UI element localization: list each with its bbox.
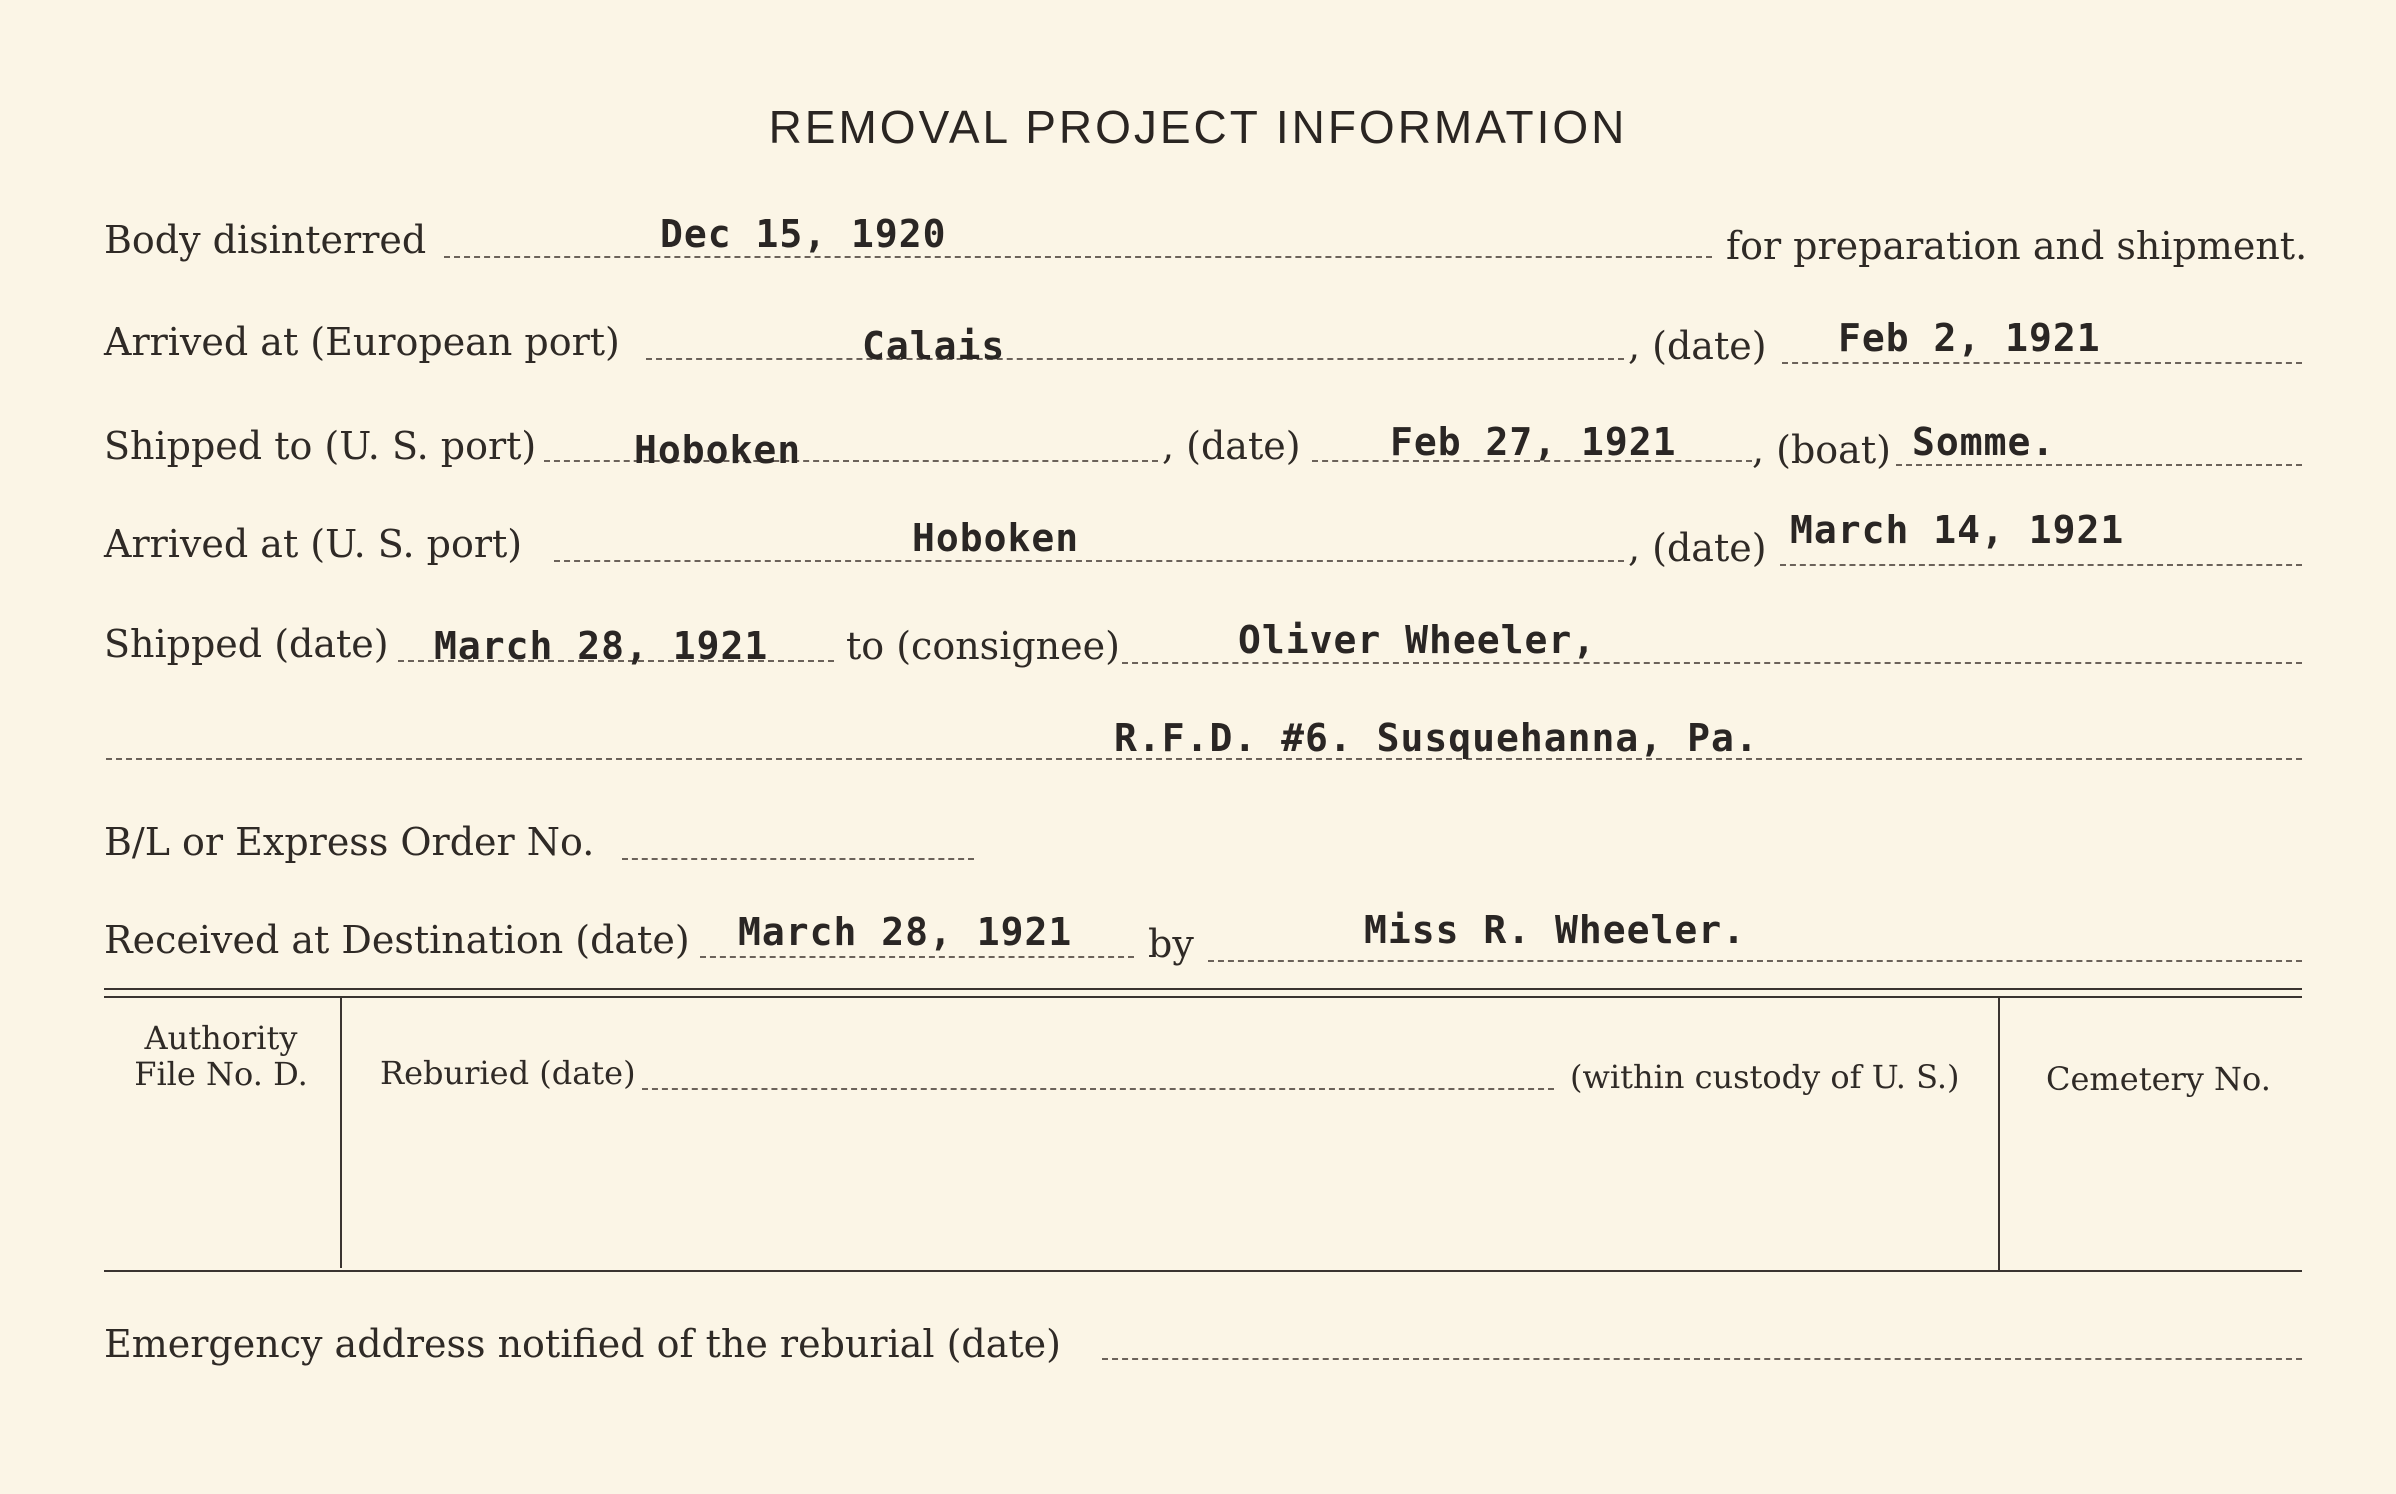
title-word-removal: REMOVAL	[768, 101, 1010, 153]
bl-line	[622, 858, 974, 860]
consignee-label: to (consignee)	[846, 624, 1120, 668]
cemetery-label: Cemetery No.	[2046, 1060, 2271, 1098]
card-title	[0, 100, 2396, 154]
boat-value: Somme.	[1912, 420, 2056, 464]
title-word-information: INFORMATION	[1275, 101, 1628, 153]
received-by-line	[1208, 960, 2302, 962]
box-bottom-rule	[104, 1270, 2302, 1272]
shipped-date-label: Shipped (date)	[104, 622, 389, 666]
disinterred-line	[444, 256, 1712, 258]
box-divider-left	[340, 996, 342, 1268]
arrived-eu-date-line	[1782, 362, 2302, 364]
title-word-project: PROJECT	[1025, 101, 1261, 153]
boat-label: , (boat)	[1752, 428, 1891, 472]
shipped-us-date-label: , (date)	[1162, 424, 1301, 468]
arrived-eu-port: Calais	[862, 324, 1006, 368]
box-top-rule-2	[104, 996, 2302, 998]
disinterred-label: Body disinterred	[104, 218, 427, 262]
box-top-rule-1	[104, 988, 2302, 990]
arrived-eu-date: Feb 2, 1921	[1838, 316, 2101, 360]
received-date-line	[700, 956, 1134, 958]
authority-line-2: File No. D.	[134, 1055, 308, 1093]
box-divider-right	[1998, 996, 2000, 1272]
reburied-line	[642, 1088, 1554, 1090]
boat-line	[1896, 464, 2302, 466]
custody-label: (within custody of U. S.)	[1570, 1058, 1960, 1096]
shipped-date-value: March 28, 1921	[434, 624, 769, 668]
emergency-label: Emergency address notified of the reburial (date)	[104, 1322, 1061, 1366]
arrived-eu-line	[646, 358, 1624, 360]
received-date-value: March 28, 1921	[738, 910, 1073, 954]
disinterred-value: Dec 15, 1920	[660, 212, 947, 256]
authority-line-1: Authority	[144, 1019, 298, 1057]
arrived-us-date: March 14, 1921	[1790, 508, 2125, 552]
received-label: Received at Destination (date)	[104, 918, 690, 962]
consignee-value: Oliver Wheeler,	[1238, 618, 1597, 662]
consignee-line	[1122, 662, 2302, 664]
shipped-us-date: Feb 27, 1921	[1390, 420, 1677, 464]
arrived-us-label: Arrived at (U. S. port)	[104, 522, 523, 566]
received-by-value: Miss R. Wheeler.	[1364, 908, 1747, 952]
disinterred-suffix: for preparation and shipment.	[1726, 224, 2308, 268]
arrived-us-port: Hoboken	[912, 516, 1080, 560]
arrived-eu-date-label: , (date)	[1628, 324, 1767, 368]
arrived-us-date-line	[1780, 564, 2302, 566]
reburied-label: Reburied (date)	[380, 1054, 636, 1092]
arrived-us-line	[554, 560, 1624, 562]
bl-label: B/L or Express Order No.	[104, 820, 595, 864]
consignee-address: R.F.D. #6. Susquehanna, Pa.	[1114, 716, 1759, 760]
shipped-us-port: Hoboken	[634, 428, 802, 472]
shipped-us-label: Shipped to (U. S. port)	[104, 424, 537, 468]
emergency-line	[1102, 1358, 2302, 1360]
arrived-us-date-label: , (date)	[1628, 526, 1767, 570]
authority-file-label	[108, 1020, 334, 1092]
arrived-eu-label: Arrived at (European port)	[104, 320, 620, 364]
received-by-label: by	[1148, 922, 1194, 966]
